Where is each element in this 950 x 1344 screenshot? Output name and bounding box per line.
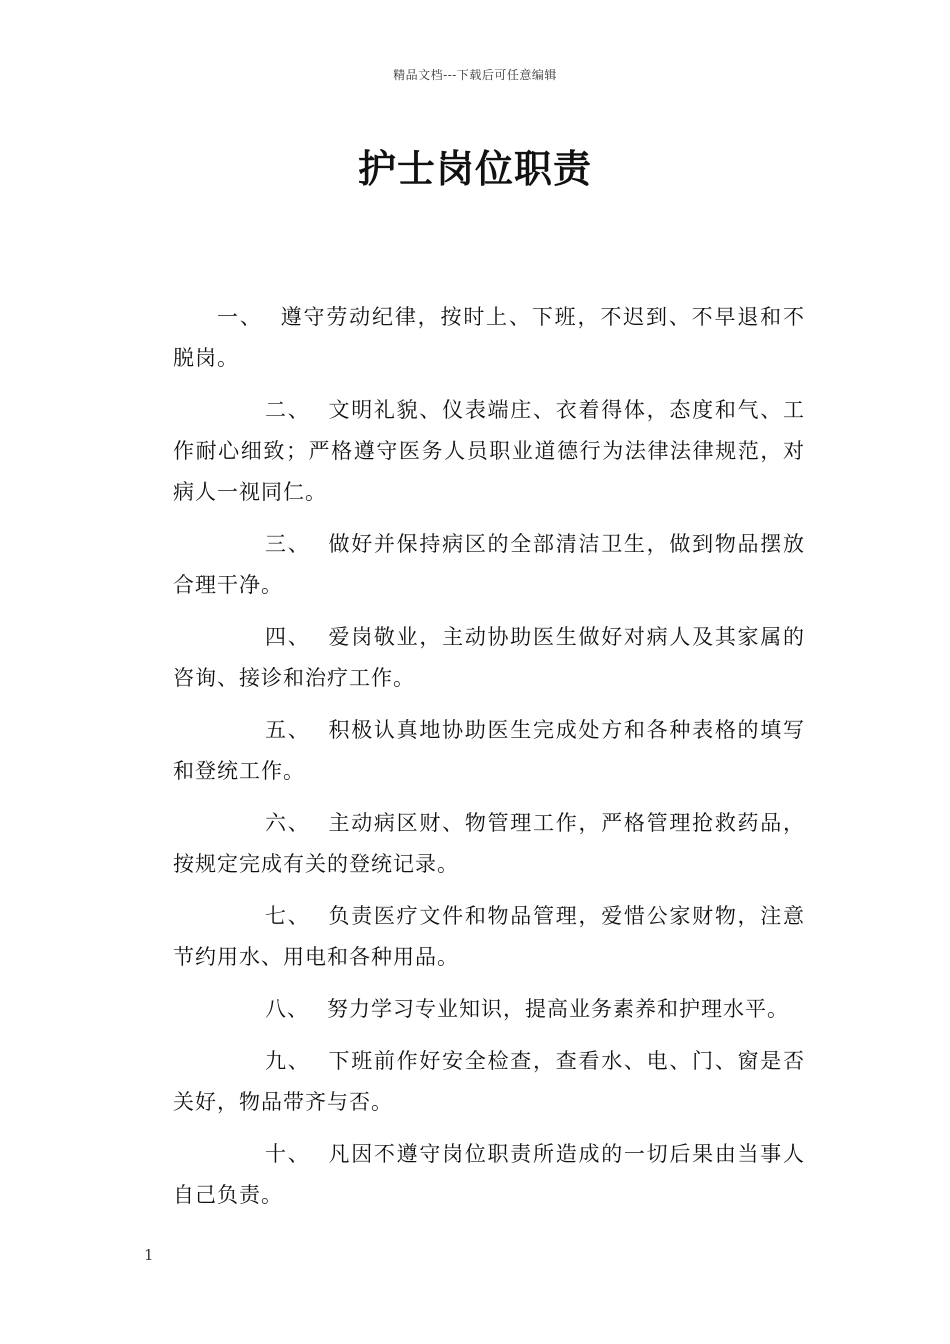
- duty-item-1: [173, 297, 805, 379]
- item-text: 凡因不遵守岗位职责所造成的一切后果由当事人自己负责。: [173, 1142, 806, 1207]
- item-text: 下班前作好安全检查，查看水、电、门、窗是否关好，物品带齐与否。: [173, 1049, 806, 1114]
- duty-item-9: [173, 1041, 805, 1123]
- item-text: 负责医疗文件和物品管理，爱惜公家财物，注意节约用水、用电和各种用品。: [173, 904, 806, 969]
- item-text: 爱岗敬业，主动协助医生做好对病人及其家属的咨询、接诊和治疗工作。: [173, 625, 806, 690]
- item-number: 十、: [265, 1142, 311, 1166]
- header-note: 精品文档---下载后可任意编辑: [393, 68, 557, 82]
- page-number: 1: [144, 1246, 154, 1264]
- duty-item-2: [173, 390, 805, 513]
- duty-item-6: [173, 803, 805, 885]
- item-text: 努力学习专业知识，提高业务素养和护理水平。: [327, 997, 789, 1021]
- item-text: 文明礼貌、仪表端庄、衣着得体，态度和气、工作耐心细致；严格遵守医务人员职业道德行为法律法律规范，对病人一视同仁。: [173, 398, 806, 504]
- item-number: 五、: [265, 718, 311, 742]
- duty-item-8: [173, 989, 805, 1030]
- item-text: 积极认真地协助医生完成处方和各种表格的填写和登统工作。: [173, 718, 806, 783]
- item-text: 做好并保持病区的全部清洁卫生，做到物品摆放合理干净。: [173, 532, 806, 597]
- item-number: 七、: [265, 904, 311, 928]
- duty-item-7: [173, 896, 805, 978]
- document-title: 护士岗位职责: [357, 147, 592, 191]
- item-number: 二、: [265, 398, 311, 422]
- item-text: 主动病区财、物管理工作，严格管理抢救药品，按规定完成有关的登统记录。: [173, 811, 806, 876]
- item-number: 一、: [217, 305, 263, 329]
- item-number: 九、: [265, 1049, 311, 1073]
- duty-item-3: [173, 524, 805, 606]
- item-number: 八、: [265, 997, 309, 1021]
- item-number: 六、: [265, 811, 311, 835]
- duty-item-5: [173, 710, 805, 792]
- duty-list: [173, 297, 805, 1227]
- item-text: 遵守劳动纪律，按时上、下班，不迟到、不早退和不脱岗。: [173, 305, 806, 370]
- item-number: 四、: [265, 625, 311, 649]
- duty-item-4: [173, 617, 805, 699]
- duty-item-10: [173, 1134, 805, 1216]
- item-number: 三、: [265, 532, 311, 556]
